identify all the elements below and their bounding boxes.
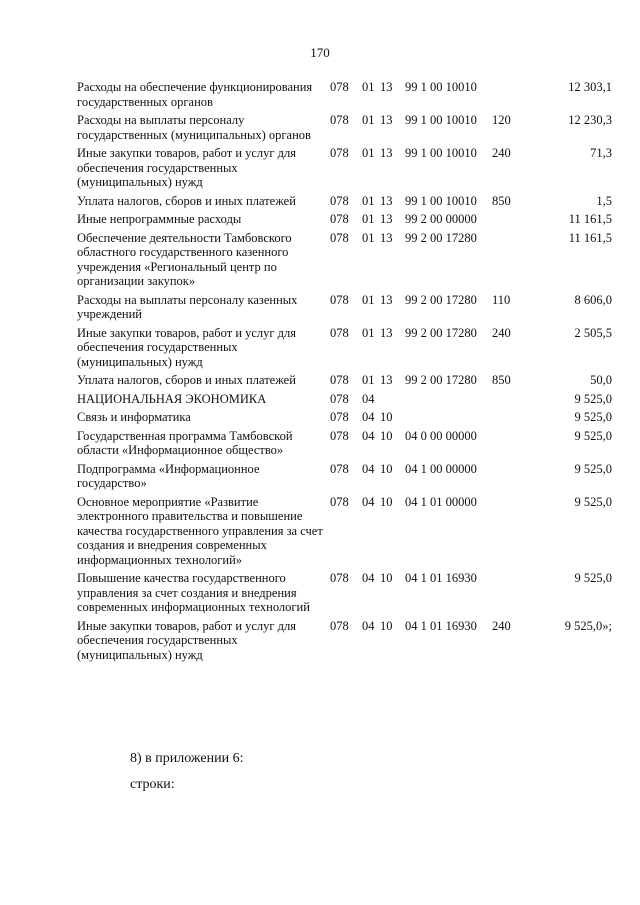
expense-type-code: [492, 429, 532, 462]
amount: 11 161,5: [568, 212, 612, 226]
expense-type-code: [492, 231, 532, 293]
section-code: 01: [362, 373, 375, 387]
department-code: 078: [330, 410, 349, 424]
target-article-code: 04 1 01 16930: [405, 571, 477, 585]
amount: 50,0: [590, 373, 612, 387]
expense-type-code: 240: [492, 146, 511, 160]
target-article-code: 99 1 00 10010: [405, 146, 477, 160]
target-article-code: 99 2 00 00000: [405, 212, 477, 226]
table-row: [77, 392, 612, 411]
expense-type-code: 240: [492, 325, 511, 340]
department-code: 078: [330, 325, 349, 340]
amendment-item: 8) в приложении 6:: [130, 751, 244, 766]
amount: 9 525,0: [574, 494, 612, 509]
section-code: 01: [362, 80, 375, 94]
target-article-code: 04 1 01 16930: [405, 618, 477, 633]
subsection-code: 13: [380, 113, 393, 127]
table-row: [77, 231, 612, 293]
section-code: 04: [362, 428, 375, 443]
target-article-code: 99 2 00 17280: [405, 292, 477, 307]
expense-type-code: [492, 571, 532, 619]
page-number: 170: [310, 45, 330, 60]
expense-type-code: 850: [492, 193, 511, 208]
expense-name: НАЦИОНАЛЬНАЯ ЭКОНОМИКА: [77, 391, 267, 406]
department-code: 078: [330, 292, 349, 307]
expense-name: Расходы на выплаты персоналу казенных учреждений: [77, 292, 298, 321]
subsection-code: 13: [380, 146, 393, 160]
department-code: 078: [330, 618, 349, 633]
expense-name: Повышение качества государственного управления за счет создания и внедрения современных информационных технологий: [77, 571, 310, 614]
subsection-code: 10: [380, 494, 393, 509]
expense-type-code: [492, 495, 532, 572]
department-code: 078: [330, 193, 349, 208]
subsection-code: 13: [380, 80, 393, 94]
amount: 1,5: [596, 193, 612, 208]
budget-table: [77, 80, 612, 666]
section-code: 01: [362, 292, 375, 307]
subsection-code: 10: [380, 461, 393, 476]
table-row: [77, 462, 612, 495]
department-code: 078: [330, 146, 349, 160]
expense-type-code: [492, 462, 532, 495]
section-code: 01: [362, 193, 375, 208]
expense-name: Уплата налогов, сборов и иных платежей: [77, 193, 296, 208]
amount: 2 505,5: [574, 325, 612, 340]
subsection-code: 13: [380, 373, 393, 387]
table-row: [77, 80, 612, 113]
department-code: 078: [330, 373, 349, 387]
amount: 12 303,1: [568, 80, 612, 94]
table-row: [77, 373, 612, 392]
department-code: 078: [330, 212, 349, 226]
table-row: [77, 571, 612, 619]
section-code: 04: [362, 494, 375, 509]
amendment-subheading: строки:: [130, 777, 175, 792]
table-row: [77, 495, 612, 572]
expense-type-code: 120: [492, 113, 511, 127]
amount: 12 230,3: [568, 113, 612, 127]
amount: 9 525,0»;: [564, 618, 612, 633]
subsection-code: 13: [380, 292, 393, 307]
section-code: 01: [362, 212, 375, 226]
table-row: [77, 410, 612, 429]
expense-name: Иные закупки товаров, работ и услуг для обеспечения государственных (муниципальных) нужд: [77, 325, 297, 369]
target-article-code: 99 1 00 10010: [405, 80, 477, 94]
table-row: [77, 619, 612, 667]
section-code: 04: [362, 571, 375, 585]
department-code: 078: [330, 494, 349, 509]
target-article-code: 04 0 00 00000: [405, 428, 477, 443]
amount: 9 525,0: [574, 391, 612, 406]
target-article-code: [405, 392, 492, 411]
amount: 9 525,0: [574, 428, 612, 443]
subsection-code: [380, 392, 405, 411]
section-code: 04: [362, 461, 375, 476]
table-row: [77, 212, 612, 231]
amount: 8 606,0: [574, 292, 612, 307]
table-row: [77, 146, 612, 194]
section-code: 01: [362, 146, 375, 160]
target-article-code: 99 2 00 17280: [405, 230, 477, 245]
table-row: [77, 326, 612, 374]
expense-name: Иные закупки товаров, работ и услуг для обеспечения государственных (муниципальных) нужд: [77, 146, 297, 189]
target-article-code: 99 2 00 17280: [405, 325, 477, 340]
expense-name: Иные закупки товаров, работ и услуг для обеспечения государственных (муниципальных) нужд: [77, 618, 297, 662]
amount: 9 525,0: [574, 571, 612, 585]
table-row: [77, 429, 612, 462]
subsection-code: 13: [380, 325, 393, 340]
subsection-code: 13: [380, 230, 393, 245]
department-code: 078: [330, 461, 349, 476]
amount: 11 161,5: [568, 230, 612, 245]
expense-name: Связь и информатика: [77, 410, 191, 424]
table-row: [77, 293, 612, 326]
expense-type-code: [492, 392, 532, 411]
expense-type-code: [492, 212, 532, 231]
expense-name: Государственная программа Тамбовской области «Информационное общество»: [77, 428, 293, 457]
table-row: [77, 113, 612, 146]
department-code: 078: [330, 571, 349, 585]
expense-name: Иные непрограммные расходы: [77, 212, 242, 226]
department-code: 078: [330, 230, 349, 245]
expense-type-code: 240: [492, 618, 511, 633]
amount: 71,3: [590, 146, 612, 160]
target-article-code: 04 1 00 00000: [405, 461, 477, 476]
expense-name: Основное мероприятие «Развитие электронного правительства и повышение качества государственного управления за счет создания и внедрения современных информационных технологий»: [77, 494, 323, 567]
expense-name: Расходы на выплаты персоналу государственных (муниципальных) органов: [77, 113, 311, 142]
department-code: 078: [330, 80, 349, 94]
department-code: 078: [330, 113, 349, 127]
subsection-code: 10: [380, 428, 393, 443]
section-code: 04: [362, 410, 375, 424]
target-article-code: [405, 410, 492, 429]
amount: 9 525,0: [574, 461, 612, 476]
expense-type-code: [492, 410, 532, 429]
expense-type-code: 850: [492, 373, 511, 387]
expense-name: Уплата налогов, сборов и иных платежей: [77, 373, 296, 387]
expense-type-code: [492, 80, 532, 113]
table-row: [77, 194, 612, 213]
department-code: 078: [330, 391, 349, 406]
department-code: 078: [330, 428, 349, 443]
section-code: 01: [362, 325, 375, 340]
expense-name: Подпрограмма «Информационное государство»: [77, 461, 260, 490]
expense-name: Расходы на обеспечение функционирования государственных органов: [77, 80, 313, 109]
subsection-code: 10: [380, 571, 393, 585]
section-code: 01: [362, 113, 375, 127]
section-code: 04: [362, 618, 375, 633]
subsection-code: 10: [380, 410, 393, 424]
target-article-code: 99 2 00 17280: [405, 373, 477, 387]
subsection-code: 13: [380, 212, 393, 226]
expense-type-code: 110: [492, 292, 511, 307]
section-code: 01: [362, 230, 375, 245]
target-article-code: 99 1 00 10010: [405, 193, 477, 208]
target-article-code: 04 1 01 00000: [405, 494, 477, 509]
amount: 9 525,0: [574, 410, 612, 424]
subsection-code: 10: [380, 618, 393, 633]
section-code: 04: [362, 391, 375, 406]
expense-name: Обеспечение деятельности Тамбовского областного государственного казенного учреждения «Региональный центр по организации закупок»: [77, 230, 292, 288]
subsection-code: 13: [380, 193, 393, 208]
budget-table-body: [77, 80, 612, 666]
target-article-code: 99 1 00 10010: [405, 113, 477, 127]
